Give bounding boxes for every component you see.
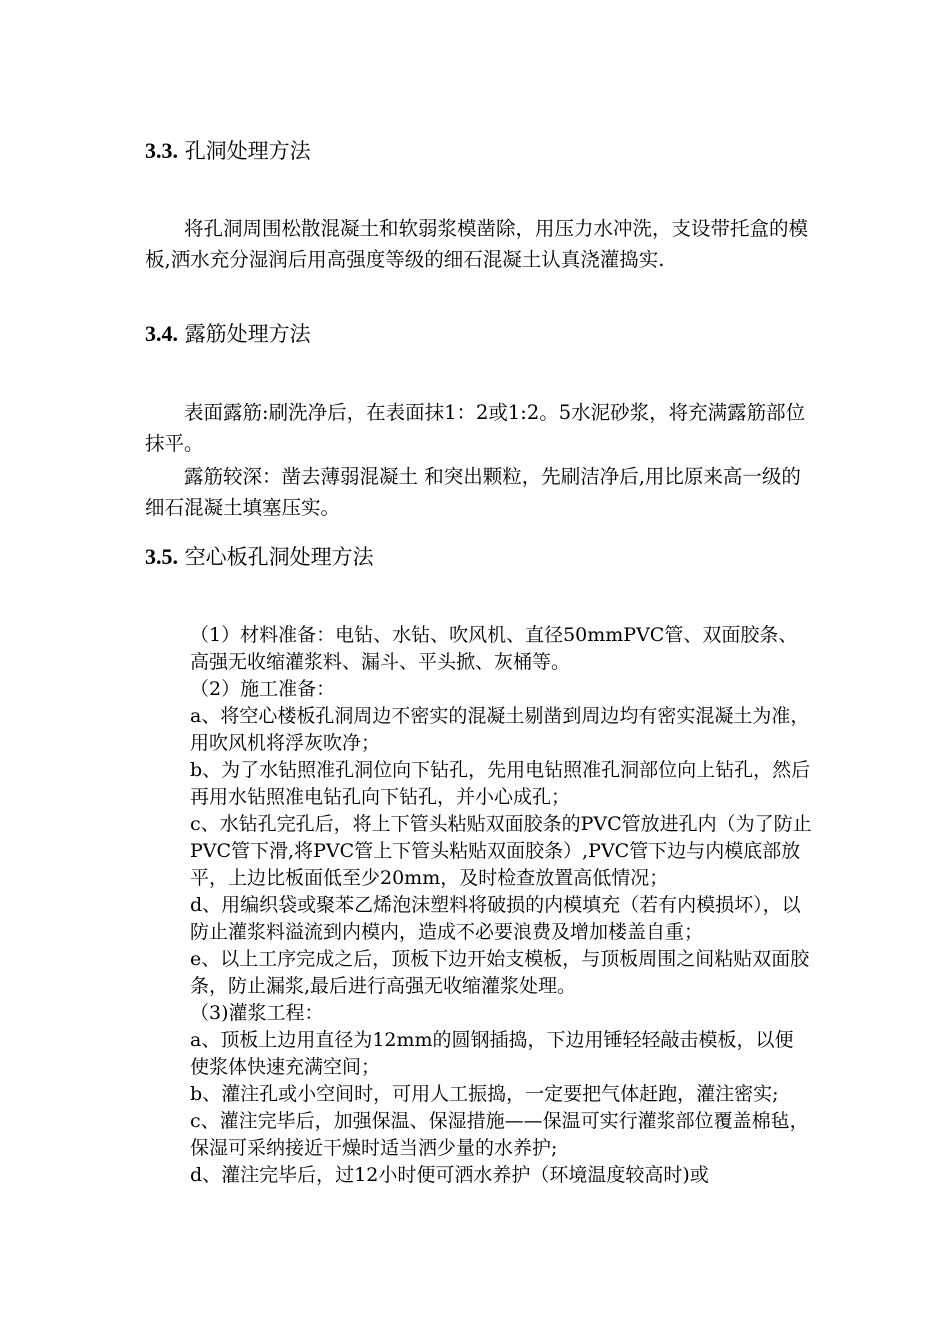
list-item: a、将空心楼板孔洞周边不密实的混凝土剔凿到周边均有密实混凝土为准，用吹风机将浮灰吹净； <box>190 705 810 754</box>
section-title: 空心板孔洞处理方法 <box>184 545 374 569</box>
list-item: e、以上工序完成之后，顶板下边开始支模板，与顶板周围之间粘贴双面胶条，防止漏浆,最后进行高强无收缩灌浆处理。 <box>190 948 810 997</box>
paragraph: 表面露筋:刷洗净后，在表面抹1：2或1:2。5水泥砂浆，将充满露筋部位抹平。 <box>145 401 806 455</box>
list-item: a、顶板上边用直径为12mm的圆钢插捣，下边用锤轻轻敲击模板，以便使浆体快速充满空间； <box>190 1029 794 1078</box>
list-item: c、水钻孔完孔后，将上下管头粘贴双面胶条的PVC管放进孔内（为了防止PVC管下滑,将PVC管上下管头粘贴双面胶条）,PVC管下边与内模底部放平，上边比板面低至少20mm，及时检查放置高低情况； <box>190 813 812 889</box>
section-number: 3.4. <box>145 321 178 346</box>
list-item: d、用编织袋或聚苯乙烯泡沫塑料将破损的内模填充（若有内模损坏），以防止灌浆料溢流到内模内，造成不必要浪费及增加楼盖自重； <box>190 894 801 943</box>
section-number: 3.3. <box>145 138 178 163</box>
section-heading-3-4 <box>145 323 311 345</box>
list-item: （2）施工准备： <box>190 678 336 700</box>
list-item: b、为了水钻照准孔洞位向下钻孔，先用电钻照准孔洞部位向上钻孔，然后再用水钻照准电钻孔向下钻孔，并小心成孔； <box>190 759 811 808</box>
section-heading-3-3 <box>145 140 311 162</box>
section-title: 孔洞处理方法 <box>184 139 311 163</box>
list-item: （3)灌浆工程： <box>190 1002 324 1024</box>
section-title: 露筋处理方法 <box>184 322 311 346</box>
paragraph: 露筋较深：凿去薄弱混凝土 和突出颗粒，先刷洁净后,用比原来高一级的细石混凝土填塞压实。 <box>145 465 801 519</box>
list-item: c、灌注完毕后，加强保温、保湿措施——保温可实行灌浆部位覆盖棉毡，保湿可采纳接近干燥时适当洒少量的水养护; <box>190 1110 809 1159</box>
list-item: b、灌注孔或小空间时，可用人工振捣，一定要把气体赶跑，灌注密实; <box>190 1083 779 1105</box>
section-number: 3.5. <box>145 544 178 569</box>
paragraph: 将孔洞周围松散混凝土和软弱浆模凿除，用压力水冲洗，支设带托盒的模板,洒水充分湿润后用高强度等级的细石混凝土认真浇灌捣实. <box>145 217 809 271</box>
list-item: d、灌注完毕后，过12小时便可洒水养护（环境温度较高时)或 <box>190 1164 709 1186</box>
list-item: （1）材料准备：电钻、水钻、吹风机、直径50mmPVC管、双面胶条、高强无收缩灌浆料、漏斗、平头掀、灰桶等。 <box>190 624 798 673</box>
procedure-list <box>190 622 812 1189</box>
section-heading-3-5 <box>145 546 374 568</box>
